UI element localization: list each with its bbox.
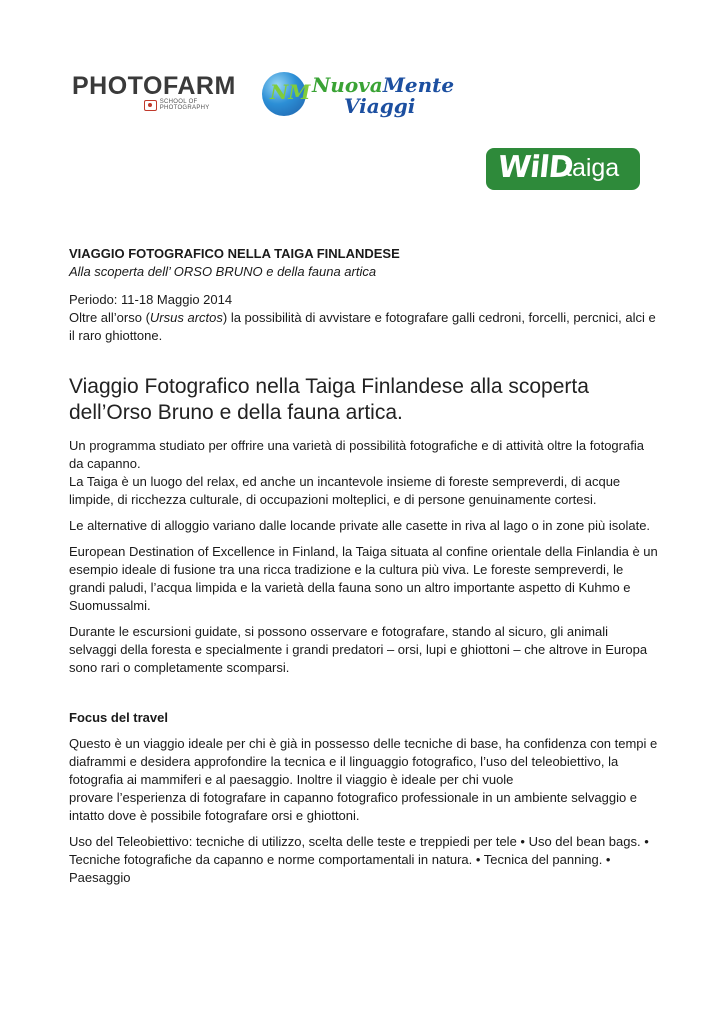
nuovamente-mark: NM [270,80,311,104]
document-subtitle: Alla scoperta dell’ ORSO BRUNO e della fauna artica [69,264,377,279]
nuovamente-word-a: Nuova [312,73,383,97]
main-paragraph-1: Un programma studiato per offrire una varietà di possibilità fotografiche e di attività oltre la fotografia da capanno. [69,438,644,471]
trip-period: Periodo: 11-18 Maggio 2014 [69,292,233,307]
intro-text-a: Oltre all’orso ( [69,310,150,325]
document-title: VIAGGIO FOTOGRAFICO NELLA TAIGA FINLANDESE [69,246,400,261]
species-name: Ursus arctos [149,310,223,325]
intro-paragraph [69,309,659,345]
camera-icon [144,100,157,111]
wild-taiga-logo-wild: WilD [496,150,575,185]
nuovamente-word-b: Mente [382,73,455,97]
focus-paragraph-1: Questo è un viaggio ideale per chi è già in possesso delle tecniche di base, ha confidenza con tempi e diaframmi e desidera approfondire la tecnica e il linguaggio fotografico, l’uso del teleobiettivo, la fotografia ai mammiferi e al paesaggio. Inoltre il viaggio è ideale per chi vuole [69,736,658,787]
focus-paragraph-2: Uso del Teleobiettivo: tecniche di utilizzo, scelta delle teste e treppiedi per tele • Uso del bean bags. • Tecniche fotografiche da capanno e norme comportamentali in natura. • Tecnica del panning. • Paesaggio [69,834,649,885]
main-heading: Viaggio Fotografico nella Taiga Finlandese alla scoperta dell’Orso Bruno e della fauna artica. [69,375,589,424]
wild-taiga-logo [486,148,640,190]
photofarm-logo-text: PHOTOFARM [72,72,236,100]
nuovamente-viaggi-logo [262,70,457,118]
main-paragraph-3: European Destination of Excellence in Finland, la Taiga situata al confine orientale della Finlandia è un esempio ideale di fusione tra una ricca tradizione e la cultura più viva. Le foreste sempreverdi, le grandi paludi, l’acqua limpida e la varietà della fauna sono un altro importante aspetto di Kuhmo e Suomussalmi. [69,544,658,613]
focus-heading: Focus del travel [69,710,168,725]
main-paragraph-1b: La Taiga è un luogo del relax, ed anche un incantevole insieme di foreste sempreverdi, di acque limpide, di ricchezza culturale, di occupazioni molteplici, e di persone genuinamente cortesi. [69,474,621,507]
wild-taiga-logo-taiga: taiga [565,154,620,182]
nuovamente-line2: Viaggi [344,94,416,118]
focus-paragraph-1b: provare l’esperienza di fotografare in capanno fotografico professionale in un ambiente selvaggio e intatto dove è possibile fotografare orsi e ghiottoni. [69,790,638,823]
intro-text-b: ) la possibilità di avvistare e fotografare galli cedroni, forcelli, percnici, alci e il raro ghiottone. [69,310,656,343]
photofarm-tagline-row [144,99,247,111]
document-body [69,245,659,887]
main-paragraph-2: Le alternative di alloggio variano dalle locande private alle casette in riva al lago o in zone più isolate. [69,518,651,533]
main-paragraph-4: Durante le escursioni guidate, si possono osservare e fotografare, stando al sicuro, gli animali selvaggi della foresta e specialmente i grandi predatori – orsi, lupi e ghiottoni – che altrove in Europa sono rari o completamente scomparsi. [69,624,648,675]
photofarm-tagline: SCHOOL OF PHOTOGRAPHY [159,99,210,111]
photofarm-logo [72,70,247,120]
